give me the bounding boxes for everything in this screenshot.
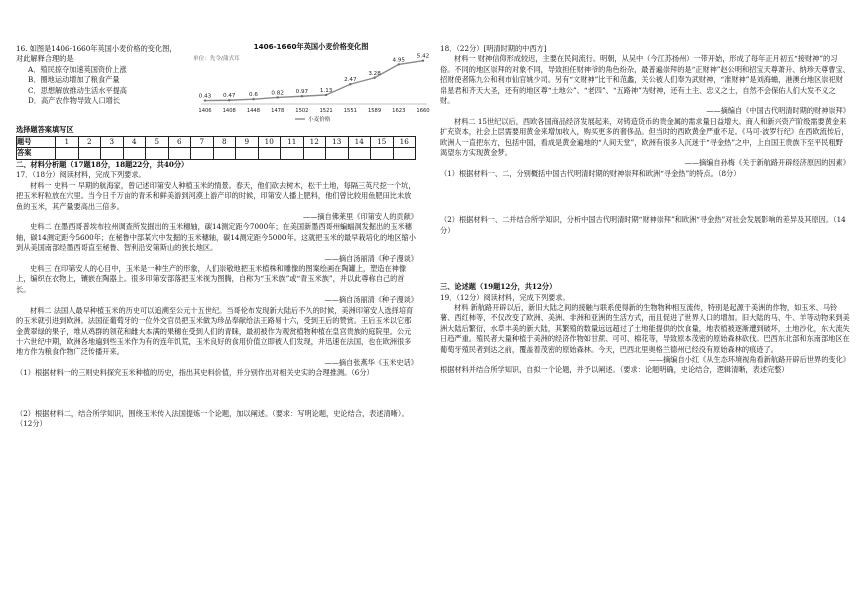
q18-subquestion-2: （2）根据材料一、二并结合所学知识，分析中国古代明清时期“财神崇拜”和欧洲“寻金热”对社会发展影响的差异及其原因。（14分） [440, 215, 846, 235]
q17-citation-2: ——摘自汤丽清《种子漫谈》 [324, 253, 418, 263]
question-number: 1 [56, 137, 79, 148]
question-number: 3 [101, 137, 124, 148]
x-tick-label: 1478 [271, 108, 285, 114]
question-number: 14 [348, 137, 371, 148]
q18-citation-2: ——摘编自孙梅《关于新航路开辟经济原因的因素》 [684, 158, 850, 168]
data-point [204, 99, 206, 101]
wheat-price-chart [191, 42, 431, 124]
question-number: 6 [168, 137, 191, 148]
answer-cell[interactable] [236, 148, 259, 159]
question-number: 7 [191, 137, 214, 148]
answer-cell[interactable] [191, 148, 214, 159]
q19-heading: 19．（12分）阅读材料，完成下列要求。 [440, 292, 570, 302]
data-point [301, 95, 303, 97]
answer-sheet-table [16, 136, 416, 160]
x-tick-label: 1660 [416, 108, 430, 114]
x-tick-label: 1623 [392, 108, 406, 114]
data-point [325, 94, 327, 96]
q17-citation-4: ——摘自张燕华《玉米史话》 [324, 357, 418, 367]
answer-cell[interactable] [123, 148, 146, 159]
data-point [276, 96, 278, 98]
q16-option-c: C．思想解放推动生活水平提高 [28, 85, 127, 95]
question-number: 11 [281, 137, 304, 148]
q19-citation: ——摘编自小红《从生态环境视角看新航路开辟后世界的变化》 [648, 354, 850, 364]
answer-cell[interactable] [168, 148, 191, 159]
q17-subquestion-1: （1）根据材料一的三则史料探究玉米种植的历史，指出其史料价值，并分别作出对相关史实的合理推测。（6分） [16, 368, 374, 378]
q17-heading: 17．（18分）阅读材料，完成下列要求。 [16, 170, 146, 180]
data-label: 2.47 [344, 77, 357, 84]
data-label: 0.6 [248, 92, 258, 99]
question-number: 8 [213, 137, 236, 148]
x-tick-label: 1521 [319, 108, 333, 114]
section-3-heading: 三、论述题（19题12分，共12分） [440, 282, 557, 292]
q18-material-1: 材料一 财神信仰形成较迟，主要在民间流行。明朝，从吴中（今江苏扬州）一带开始，形成了每年正月初五“接财神”的习俗。不同的地区崇拜的对象不同，导致担任财神爷的角色纷杂，最普遍崇拜的是“正财神”赵公明和招宝天尊萧升、纳珍天尊曹宝、招财使者陈九公和利市仙官姚少司。另有“文财神”比干和范蠡，关公被人们奉为武财神，“准财神”是刘海蟾，港澳台地区崇祀财帛星君和齐天大圣，还有的地区尊“土地公”、“老四”、“五路神”为财神，还有土主、忠义之士，自然不会保佑人们大发不义之财。 [440, 54, 850, 106]
data-label: 0.47 [222, 93, 236, 100]
q17-citation-3: ——摘自汤丽清《种子漫谈》 [324, 295, 418, 305]
data-label: 0.82 [271, 90, 284, 97]
answer-cell[interactable] [101, 148, 124, 159]
legend-label: 小麦价格 [308, 117, 331, 123]
chart-title: 1406-1660年英国小麦价格变化图 [253, 42, 369, 51]
q17-citation-1: ——摘自佛莱里《印第安人的贡献》 [302, 212, 418, 222]
data-point [349, 83, 351, 85]
question-number: 2 [78, 137, 101, 148]
answer-space[interactable] [440, 179, 850, 215]
number-row-label: 题号 [17, 137, 56, 148]
q16-option-a: A．殖民掠夺加速英国资价上涨 [28, 64, 127, 74]
q19-material: 材料 新航路开辟以后，新旧大陆之间的接触与联系使得新的生物物种相互流传，特别是起源于美洲的作物，如玉米、马铃薯、西红柿等，不仅改变了欧洲、美洲、非洲和亚洲的生活方式，而且促进了世界人口的增加。旧大陆的马、牛、羊等动物来到美洲大陆后繁衍，水草丰美的新大陆，其繁殖的数量远远超过了土地能提供的饮食量，地表植被逐渐遭到破坏，土地沙化，东大流失日趋严重。殖民者大量种植于美洲的经济作物如甘蔗、可可、棉花等，导致原本茂密的原始森林砍伐。巴西东北部和东南部地区在葡萄牙殖民者到达之前，覆盖着茂密的原始森林。今天，巴西北里奥格兰德州已经没有原始森林的痕迹了。 [440, 302, 850, 354]
question-number: 10 [258, 137, 281, 148]
x-tick-label: 1406 [198, 108, 212, 114]
answer-row-label: 答案 [17, 148, 56, 159]
answer-space[interactable] [16, 379, 418, 409]
data-point [422, 59, 424, 61]
q17-material-1-source-3: 史料三 在印第安人的心目中，玉米是一种生产的形象，人们崇敬地把玉米植株和雕像的图案绘画在陶罐上，塑造在神像上，编织在衣物上，镶嵌在陶器上。很多印第安部落把玉米视为图腾，自称为“玉米族”或“青玉米族”，并以此尊称自己的首长。 [16, 264, 407, 294]
q17-material-2: 材料二 法国人最早种植玉米的历史可以追溯至公元十五世纪。当哥伦布发现新大陆后不久的时候，美洲印第安人选择培育的玉米就引进到欧洲。法国征葡萄牙的一位外交官员把玉米做为珍品奉献给法王路易十六，受到王后的赞赏。王后玉米以它那金黄翠绿的果子，堆从鸡群的领花和雌大本满的果穗在受到人们的青睐，最初被作为观赏植物种植在皇宫贵族的庭院里。公元十六世纪中期，欧洲各地遍到些玉米作为有的连年饥荒，玉米良好的食用价值立即被人们发现，并迅速在法国，也在欧洲很多地方作为粮食作物广泛传播开来。 [16, 305, 414, 357]
chart-svg [191, 42, 431, 124]
data-point [228, 99, 230, 101]
section-2-heading: 二、材料分析题（17题18分，18题22分，共40分） [16, 160, 189, 169]
answer-cell[interactable] [146, 148, 169, 159]
data-label: 3.28 [368, 70, 381, 77]
x-tick-label: 1589 [367, 108, 382, 114]
answer-cell[interactable] [303, 148, 326, 159]
question-number: 9 [236, 137, 259, 148]
q16-option-d: D．高产农作物导致人口增长 [28, 96, 121, 106]
question-number: 5 [146, 137, 169, 148]
data-point [398, 63, 400, 65]
question-number: 16 [393, 137, 416, 148]
x-tick-label: 1502 [295, 108, 309, 114]
question-number: 4 [123, 137, 146, 148]
chart-unit-label: 单位：先令/蒲式耳 [193, 56, 240, 62]
data-label: 0.97 [295, 89, 309, 96]
q17-subquestion-2: （2）根据材料二，结合所学知识，围绕玉米传入法国提炼一个论题，加以阐述。（要求：写明论题，史论结合，表述清晰）。（12分） [16, 408, 409, 428]
question-number: 15 [371, 137, 394, 148]
answer-row [17, 148, 416, 159]
answer-cell[interactable] [371, 148, 394, 159]
q18-material-2: 材料二 15世纪以后，西欧各国商品经济发展起来，对铸造货币的贵金属的需求量日益增大。商人和新兴资产阶级需要黄金来扩充资本，社会上层需要用黄金来增加收入，购买更多的奢侈品。但当时的西欧黄金严重不足。《马可·波罗行纪》在西欧流传后，欧洲人一直把东方，包括中国，看成是黄金遍地的“人间天堂”，欧洲有很多人沉迷于“寻金热”之中，上自国王贵族下至平民粗野渴望东方实现黄金梦。 [440, 116, 849, 158]
q16-option-b: B．圈地运动增加了粮食产量 [28, 75, 120, 85]
data-label: 4.95 [392, 57, 406, 64]
data-point [373, 77, 375, 79]
answer-cell[interactable] [56, 148, 79, 159]
q17-material-1-source-2: 史料二 在墨西哥普埃布拉州调查所发掘出的玉米穗轴，碳14测定距今7000年；在美国新墨西哥州蝙蝠洞发掘出的玉米穗轴，碳14测定距今5600年；在秘鲁中部某穴中发掘的玉米穗轴，碳14测定距今5000年。这就把玉米的最早栽培化的地区缩小到从美国南部经墨西哥直至秘鲁、智利沿安第斯山的狭长地区。 [16, 222, 416, 253]
answer-cell[interactable] [393, 148, 416, 159]
q16-stem: 16. 如图是1406-1660年英国小麦价格的变化图，对此解释合理的是 [16, 44, 177, 64]
data-label: 5.42 [416, 53, 430, 60]
question-18-block [440, 44, 850, 376]
q18-subquestion-1: （1）根据材料一、二，分别概括中国古代明清时期的财神崇拜和欧洲“寻金热”的特点。（8分） [440, 168, 741, 178]
q18-heading: 18．（22分）[明清时期的中西方] [440, 44, 547, 53]
x-tick-label: 1408 [222, 108, 236, 114]
x-tick-label: 1551 [343, 108, 357, 114]
data-point [252, 98, 254, 100]
answer-cell[interactable] [213, 148, 236, 159]
answer-cell[interactable] [258, 148, 281, 159]
data-label: 0.43 [198, 93, 212, 100]
answer-number-row [17, 137, 416, 148]
answer-cell[interactable] [326, 148, 349, 159]
answer-cell[interactable] [281, 148, 304, 159]
q18-citation-1: ——摘编自《中国古代明清时期的财神崇拜》 [706, 106, 850, 116]
answer-cell[interactable] [348, 148, 371, 159]
series-line [205, 61, 423, 101]
q17-material-1-source-1: 材料一 史料一 早期的航海家，曾记述印第安人种植玉米的情景。春天，他们砍去树木，松干土地，每隔三英尺挖一个坑，把玉米籽粒放在穴里。当今日千万亩的青禾和鲜美游到河漠上游产印的时候，印第安人播上肥料，他们曾比较用鱼肥田比未放鱼的玉米，其产量要高出三倍多。 [16, 180, 416, 211]
answer-space[interactable] [440, 236, 850, 282]
answer-cell[interactable] [78, 148, 101, 159]
answer-sheet-title: 选择题答案填写区 [16, 125, 74, 134]
data-label: 1.13 [319, 87, 333, 94]
question-17-block [16, 160, 418, 429]
x-tick-label: 1448 [246, 108, 261, 114]
q19-requirement: 根据材料并结合所学知识，自拟一个论题，并予以阐述。（要求：论题明确，史论结合，逻辑清晰，表述完整） [440, 365, 789, 375]
question-number: 12 [303, 137, 326, 148]
question-number: 13 [326, 137, 349, 148]
question-16 [16, 44, 181, 106]
